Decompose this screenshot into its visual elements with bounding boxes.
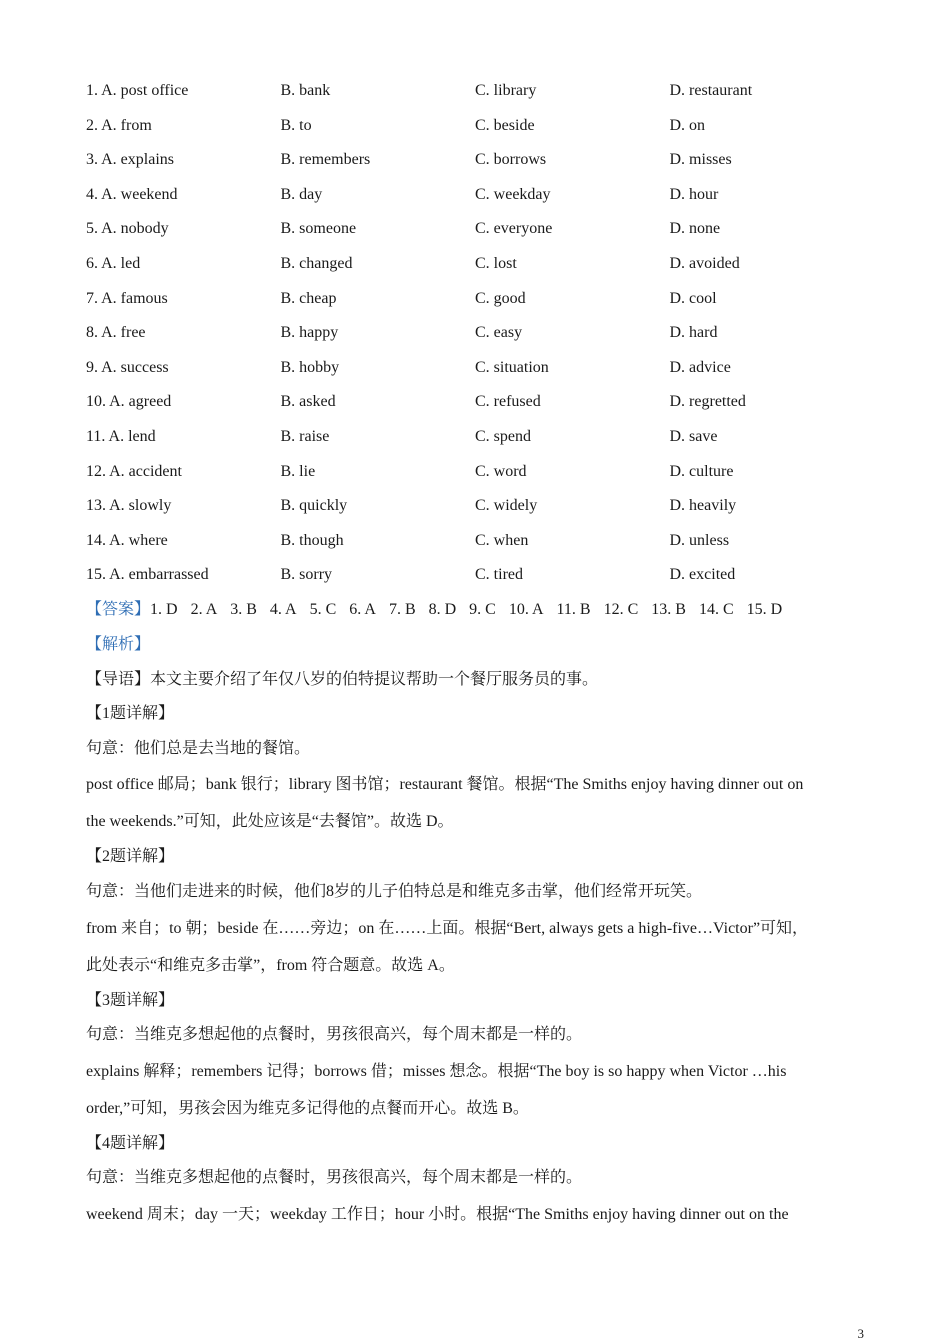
answer-item: 1. D xyxy=(150,601,178,618)
option-d: D. cool xyxy=(669,289,717,307)
option-a: 3. A. explains xyxy=(86,151,174,169)
option-d: D. hour xyxy=(669,185,719,203)
option-a: 2. A. from xyxy=(86,116,152,134)
option-row xyxy=(86,212,876,247)
page-number: 3 xyxy=(857,1326,864,1341)
q1-meaning: 句意：他们总是去当地的餐馆。 xyxy=(86,739,311,757)
option-a: 6. A. led xyxy=(86,254,141,272)
option-row xyxy=(86,109,876,144)
option-d: D. excited xyxy=(669,566,736,584)
answer-item: 7. B xyxy=(388,601,416,618)
answer-item: 13. B xyxy=(651,601,686,618)
answer-tag: 【答案】 xyxy=(86,601,151,618)
option-row xyxy=(86,420,876,455)
q2-heading: 【2题详解】 xyxy=(86,848,175,866)
option-c: C. when xyxy=(475,531,529,549)
option-c: C. good xyxy=(475,289,526,307)
option-b: B. changed xyxy=(280,254,353,272)
option-c: C. spend xyxy=(475,427,531,445)
option-a: 4. A. weekend xyxy=(86,185,178,203)
option-b: B. raise xyxy=(280,427,330,445)
q1-explanation-line2: the weekends.”可知，此处应该是“去餐馆”。故选 D。 xyxy=(86,813,454,831)
option-c: C. weekday xyxy=(475,185,551,203)
analysis-tag: 【解析】 xyxy=(86,636,151,653)
option-c: C. refused xyxy=(475,393,541,411)
option-c: C. borrows xyxy=(475,151,547,169)
answer-item: 4. A xyxy=(269,601,297,618)
option-c: C. situation xyxy=(475,358,549,376)
q2-explanation-line1: from 来自；to 朝；beside 在……旁边；on 在……上面。根据“Bert, always gets a high-five…Victor”可知， xyxy=(86,919,809,937)
option-row xyxy=(86,385,876,420)
option-c: C. word xyxy=(475,462,527,480)
option-a: 11. A. lend xyxy=(86,427,156,445)
option-d: D. culture xyxy=(669,462,734,480)
option-a: 8. A. free xyxy=(86,324,146,342)
intro-paragraph: 【导语】本文主要介绍了年仅八岁的伯特提议帮助一个餐厅服务员的事。 xyxy=(86,670,599,688)
answer-items xyxy=(150,601,795,618)
option-b: B. day xyxy=(280,185,323,203)
option-d: D. heavily xyxy=(669,497,737,515)
option-b: B. cheap xyxy=(280,289,337,307)
option-a: 13. A. slowly xyxy=(86,497,172,515)
option-d: D. restaurant xyxy=(669,82,753,99)
option-b: B. bank xyxy=(280,82,331,99)
q1-heading: 【1题详解】 xyxy=(86,705,175,723)
q2-explanation-line2: 此处表示“和维克多击掌”，from 符合题意。故选 A。 xyxy=(86,956,455,974)
option-c: C. lost xyxy=(475,254,517,272)
option-a: 9. A. success xyxy=(86,358,169,376)
option-row xyxy=(86,247,876,282)
option-c: C. library xyxy=(475,82,537,99)
option-a: 15. A. embarrassed xyxy=(86,566,209,584)
answer-item: 9. C xyxy=(469,601,496,618)
q4-heading: 【4题详解】 xyxy=(86,1134,175,1152)
option-c: C. widely xyxy=(475,497,538,515)
option-a: 1. A. post office xyxy=(86,82,189,99)
answer-item: 8. D xyxy=(428,601,457,618)
answer-item: 15. D xyxy=(746,601,783,618)
option-b: B. though xyxy=(280,531,344,549)
answer-item: 11. B xyxy=(556,601,591,618)
option-a: 7. A. famous xyxy=(86,289,168,307)
option-row xyxy=(86,351,876,386)
answer-item: 5. C xyxy=(309,601,337,618)
option-a: 14. A. where xyxy=(86,531,168,549)
q3-meaning: 句意：当维克多想起他的点餐时，男孩很高兴，每个周末都是一样的。 xyxy=(86,1026,583,1044)
option-row xyxy=(86,558,876,593)
option-row xyxy=(86,455,876,490)
answer-item: 6. A xyxy=(349,601,376,618)
option-row xyxy=(86,524,876,559)
option-row xyxy=(86,143,876,178)
option-d: D. hard xyxy=(669,324,718,342)
option-row xyxy=(86,316,876,351)
option-row xyxy=(86,282,876,317)
answer-item: 12. C xyxy=(603,601,639,618)
option-b: B. asked xyxy=(280,393,336,411)
q4-meaning: 句意：当维克多想起他的点餐时，男孩很高兴，每个周末都是一样的。 xyxy=(86,1169,583,1187)
option-d: D. save xyxy=(669,427,718,445)
answer-item: 3. B xyxy=(230,601,257,618)
option-b: B. to xyxy=(280,116,312,134)
q2-meaning: 句意：当他们走进来的时候，他们8岁的儿子伯特总是和维克多击掌，他们经常开玩笑。 xyxy=(86,882,703,900)
q3-explanation-line2: order,”可知，男孩会因为维克多记得他的点餐而开心。故选 B。 xyxy=(86,1099,529,1117)
option-d: D. avoided xyxy=(669,254,740,272)
option-row xyxy=(86,178,876,213)
option-b: B. hobby xyxy=(280,358,340,376)
option-b: B. happy xyxy=(280,324,339,342)
answer-item: 2. A xyxy=(190,601,218,618)
q3-explanation-line1: explains 解释；remembers 记得；borrows 借；misses 想念。根据“The boy is so happy when Victor …his xyxy=(86,1062,787,1080)
option-d: D. misses xyxy=(669,151,732,169)
option-row xyxy=(86,74,876,109)
q4-explanation-line1: weekend 周末；day 一天；weekday 工作日；hour 小时。根据“The Smiths enjoy having dinner out on the xyxy=(86,1205,789,1223)
option-d: D. unless xyxy=(669,531,730,549)
option-a: 10. A. agreed xyxy=(86,393,172,411)
option-b: B. someone xyxy=(280,220,357,238)
option-c: C. tired xyxy=(475,566,523,584)
option-a: 12. A. accident xyxy=(86,462,182,480)
option-b: B. quickly xyxy=(280,497,348,515)
option-row xyxy=(86,489,876,524)
option-b: B. remembers xyxy=(280,151,371,169)
analysis-section xyxy=(86,628,866,1233)
q1-explanation-line1: post office 邮局；bank 银行；library 图书馆；restaurant 餐馆。根据“The Smiths enjoy having dinner out on xyxy=(86,776,804,794)
option-c: C. easy xyxy=(475,324,523,342)
option-c: C. everyone xyxy=(475,220,553,238)
option-b: B. lie xyxy=(280,462,316,480)
option-b: B. sorry xyxy=(280,566,333,584)
option-d: D. advice xyxy=(669,358,731,376)
option-c: C. beside xyxy=(475,116,535,134)
answer-item: 14. C xyxy=(698,601,734,618)
options-table xyxy=(86,74,876,593)
answer-line xyxy=(86,593,886,627)
option-a: 5. A. nobody xyxy=(86,220,169,238)
option-d: D. regretted xyxy=(669,393,746,411)
q3-heading: 【3题详解】 xyxy=(86,991,175,1009)
option-d: D. on xyxy=(669,116,706,134)
option-d: D. none xyxy=(669,220,721,238)
answer-item: 10. A xyxy=(508,601,544,618)
